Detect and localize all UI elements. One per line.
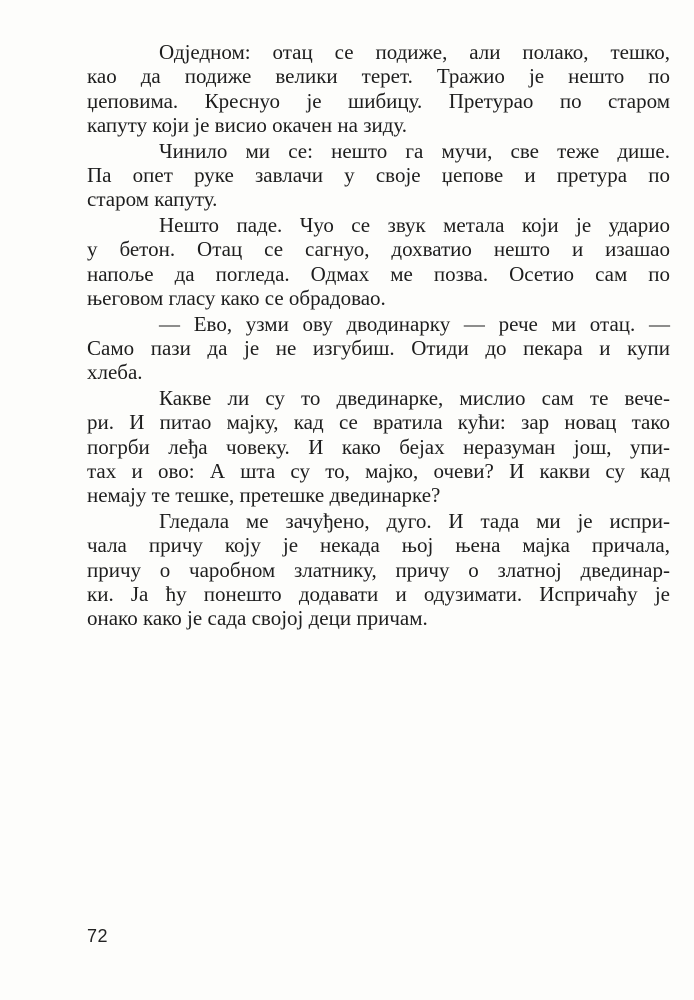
text-line: џеповима. Креснуо је шибицу. Претурао по старом — [87, 88, 670, 113]
paragraph-3 — [87, 213, 670, 310]
text-line: као да подиже велики терет. Тражио је нешто по — [87, 64, 670, 89]
text-line: ки. Ја ћу понешто додавати и одузимати. Испричаћу је — [87, 582, 670, 607]
text-line: Одједном: отац се подиже, али полако, тешко, — [159, 40, 670, 64]
text-line: погрби леђа човеку. И како бејах неразуман још, упи- — [87, 434, 670, 459]
text-line: Само пази да је не изгубиш. Отиди до пекара и купи — [87, 336, 670, 361]
paragraph-2 — [87, 139, 670, 212]
paragraph-6 — [87, 509, 670, 630]
text-line: причу о чаробном златнику, причу о златној двединар- — [87, 557, 670, 582]
text-line: у бетон. Отац се сагнуо, дохватио нешто и изашао — [87, 237, 670, 262]
text-line: онако како је сада својој деци причам. — [87, 606, 428, 631]
text-line: Гледала ме зачуђено, дуго. И тада ми је испри- — [159, 509, 670, 534]
text-line: Какве ли су то двединарке, мислио сам те вече- — [159, 386, 670, 411]
text-line: ри. И питао мајку, кад се вратила кући: зар новац тако — [87, 410, 670, 435]
page-number: 72 — [87, 926, 109, 946]
text-line: Нешто паде. Чуо се звук метала који је ударио — [159, 213, 670, 238]
paragraph-4 — [87, 312, 670, 385]
text-line: Чинило ми се: нешто га мучи, све теже дише. — [159, 138, 670, 163]
text-line: старом капуту. — [87, 187, 218, 212]
text-line: тах и ово: А шта су то, мајко, очеви? И какви су кад — [87, 459, 670, 484]
text-line: — Ево, узми ову дводинарку — рече ми отац. — — [159, 311, 670, 336]
paragraph-1 — [87, 40, 670, 137]
body-text — [87, 40, 670, 632]
paragraph-5 — [87, 386, 670, 507]
text-line: чала причу коју је некада њој њена мајка причала, — [87, 533, 670, 558]
text-line: Па опет руке завлачи у своје џепове и претура по — [87, 162, 670, 187]
text-line: хлеба. — [87, 360, 143, 385]
text-line: напоље да погледа. Одмах ме позва. Осетио сам по — [87, 261, 670, 286]
text-line: немају те тешке, претешке двединарке? — [87, 483, 441, 508]
text-line: његовом гласу како се обрадовао. — [87, 285, 386, 310]
text-line: капуту који је висио окачен на зиду. — [87, 112, 408, 137]
